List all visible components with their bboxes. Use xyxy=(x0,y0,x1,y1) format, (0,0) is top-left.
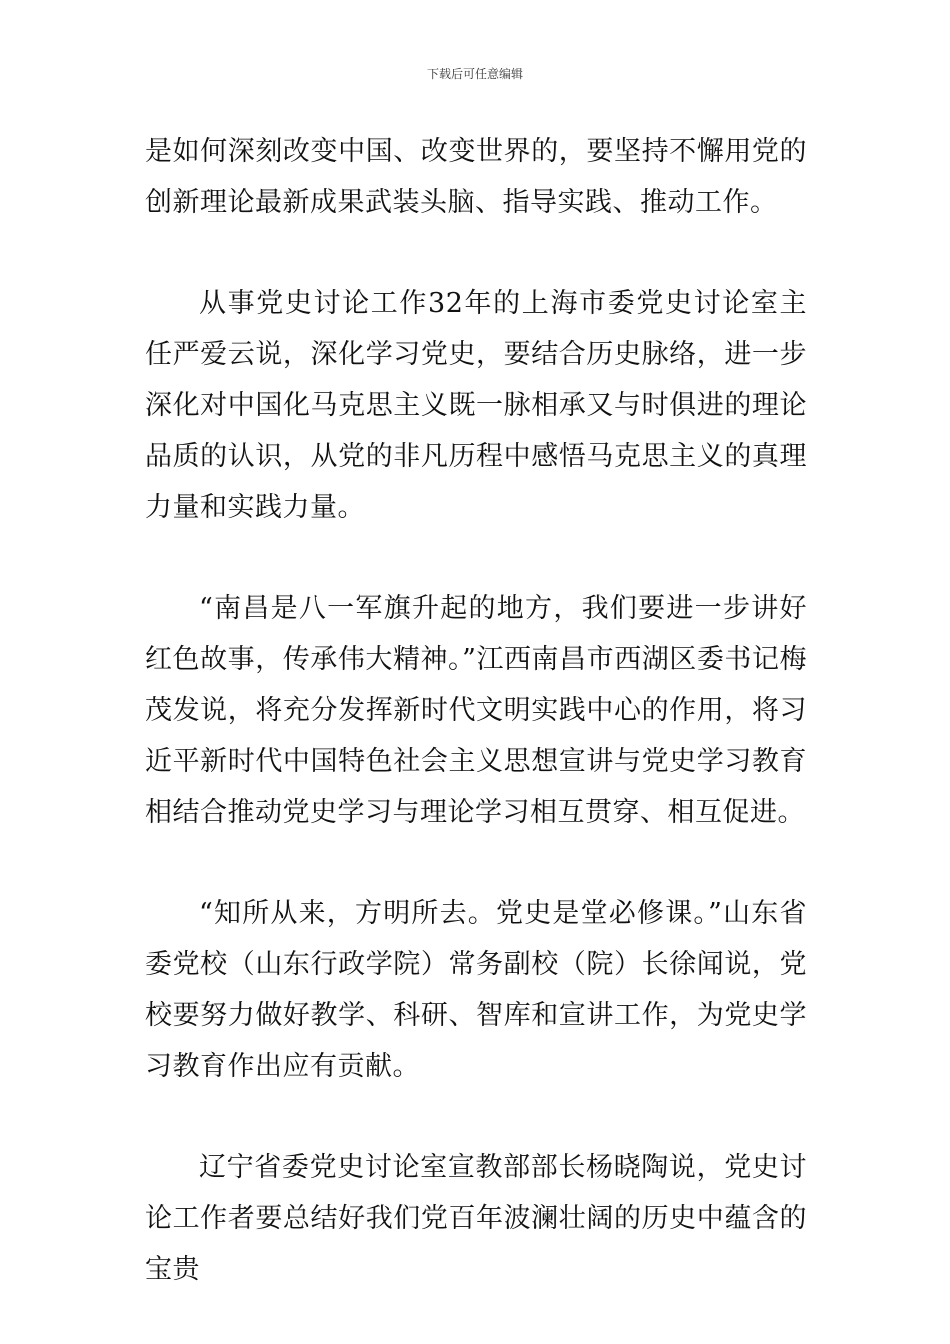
paragraph-liaoning: 辽宁省委党史讨论室宣教部部长杨晓陶说，党史讨论工作者要总结好我们党百年波澜壮阔的历史中蕴含的宝贵 xyxy=(145,1152,807,1285)
paragraph-shandong: “知所从来，方明所去。党史是堂必修课。”山东省委党校（山东行政学院）常务副校（院）长徐闻说，党校要努力做好教学、科研、智库和宣讲工作，为党史学习教育作出应有贡献。 xyxy=(145,898,807,1082)
paragraph-yan-aiyun: 从事党史讨论工作32年的上海市委党史讨论室主任严爱云说，深化学习党史，要结合历史脉络，进一步深化对中国化马克思主义既一脉相承又与时俱进的理论品质的认识，从党的非凡历程中感悟马克思主义的真理力量和实践力量。 xyxy=(145,288,807,523)
paragraph-nanchang: “南昌是八一军旗升起的地方，我们要进一步讲好红色故事，传承伟大精神。”江西南昌市西湖区委书记梅茂发说，将充分发挥新时代文明实践中心的作用，将习近平新时代中国特色社会主义思想宣讲与党史学习教育相结合推动党史学习与理论学习相互贯穿、相互促进。 xyxy=(145,593,807,828)
page-header-note: 下载后可任意编辑 xyxy=(426,67,523,81)
document-body xyxy=(145,126,807,1295)
paragraph-continuation: 是如何深刻改变中国、改变世界的，要坚持不懈用党的创新理论最新成果武装头脑、指导实践、推动工作。 xyxy=(145,136,807,218)
